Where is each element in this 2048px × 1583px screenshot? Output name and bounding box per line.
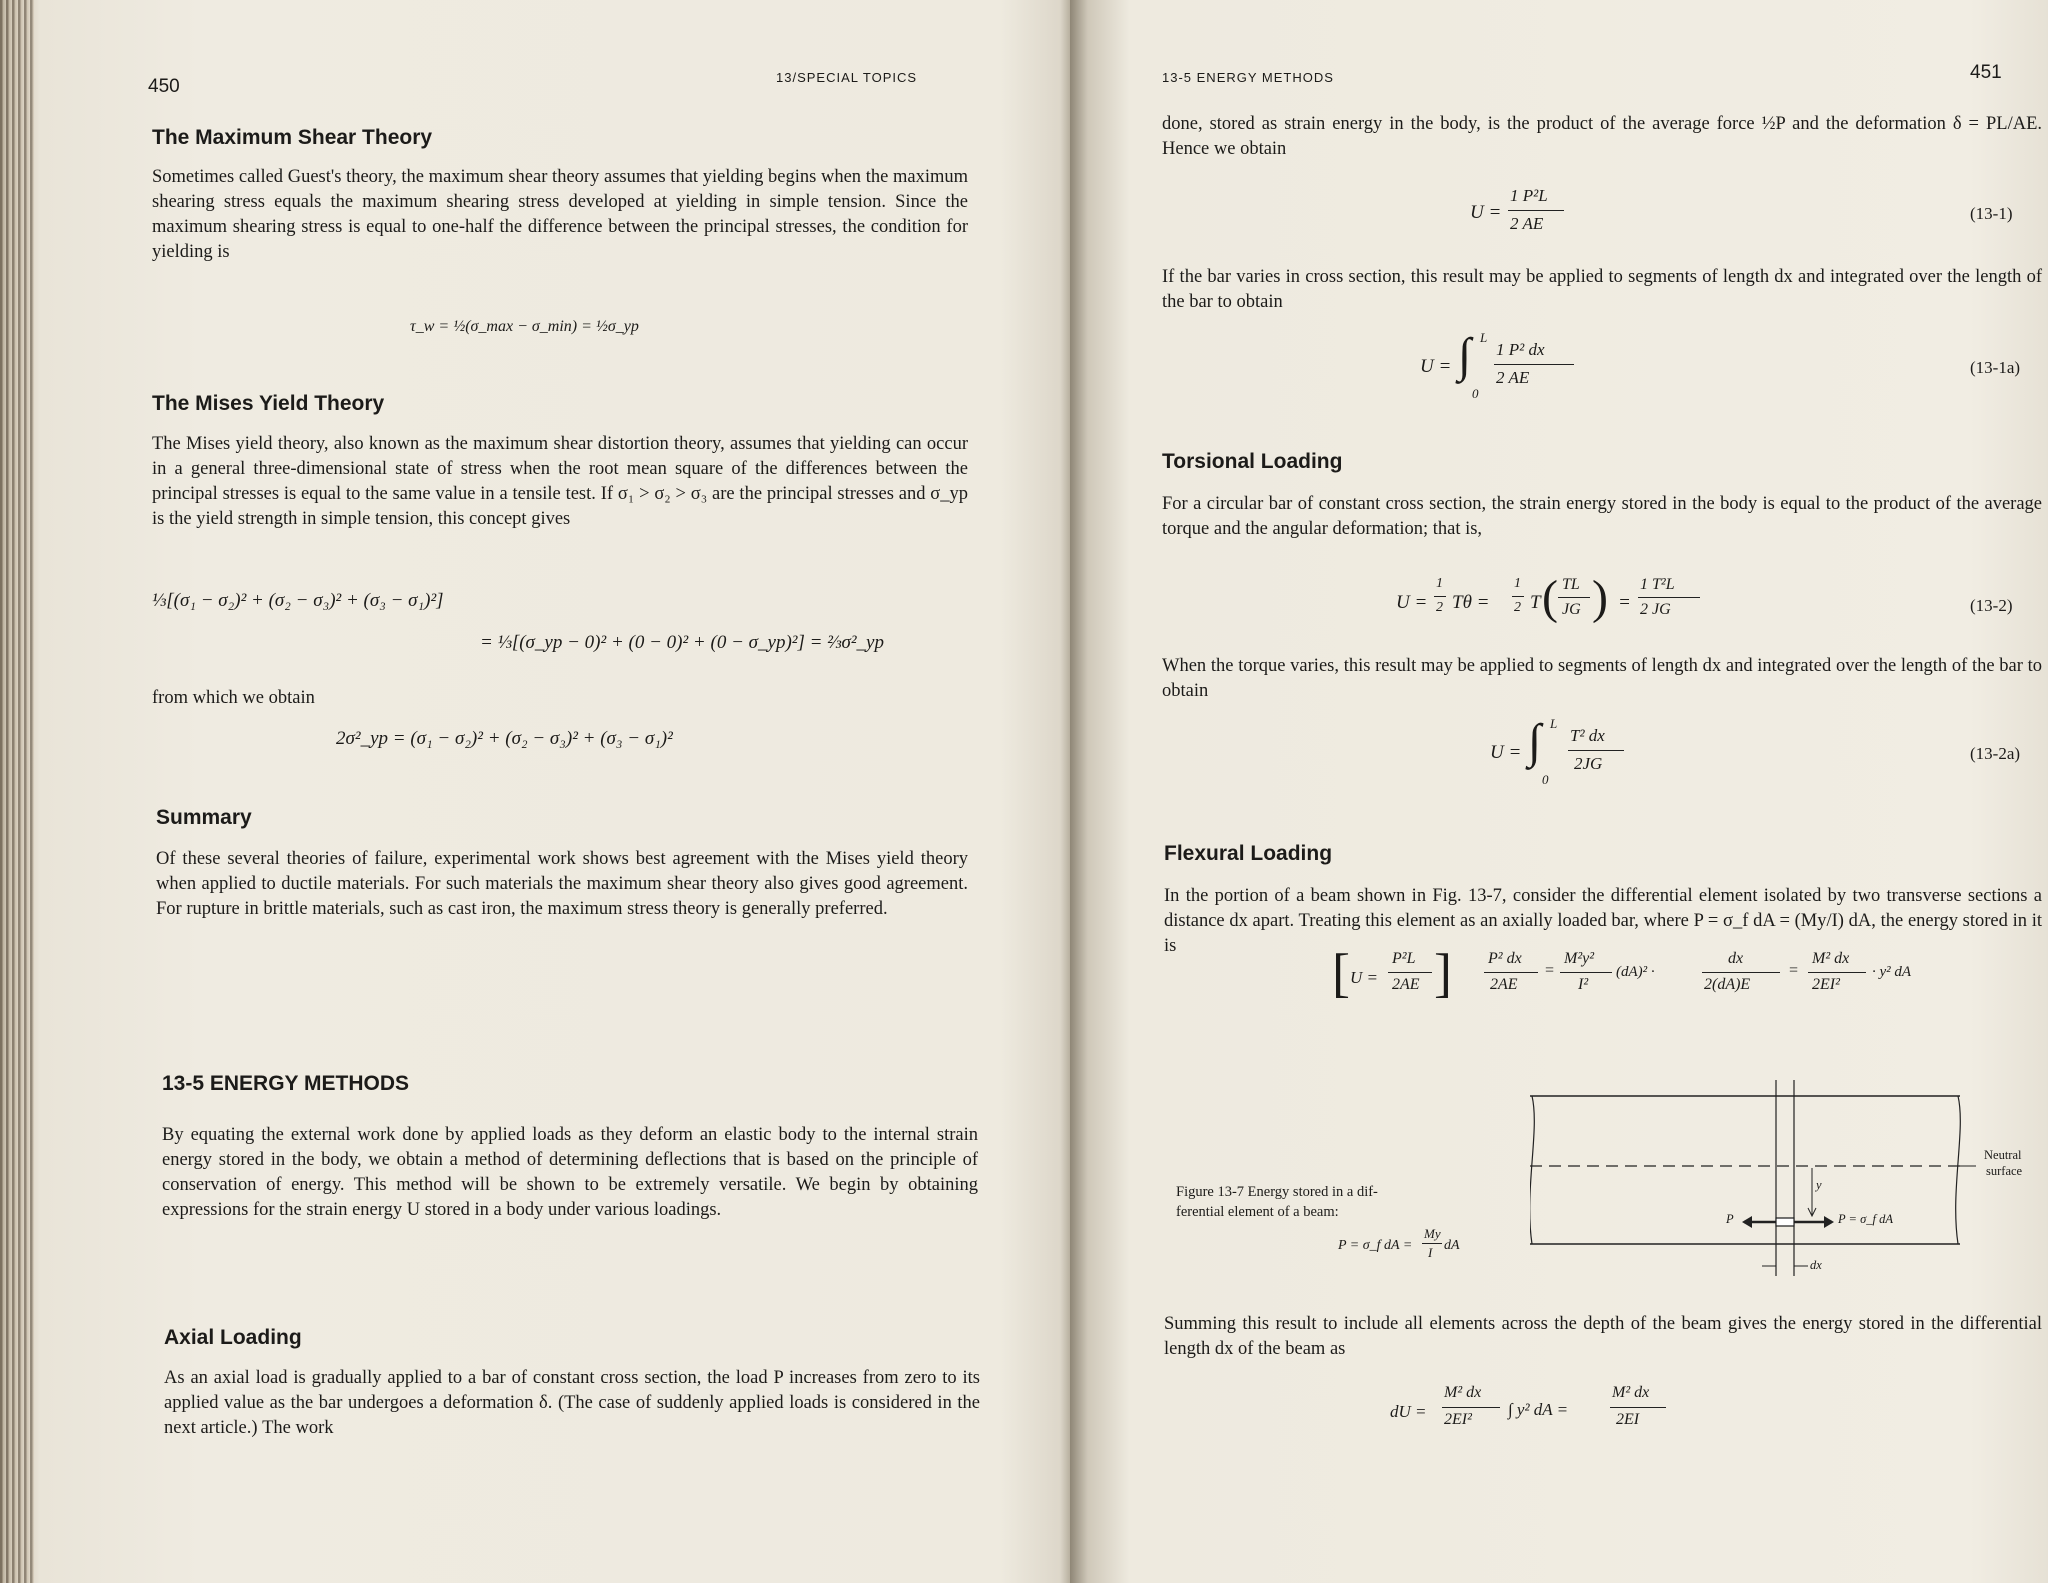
eq-13-2-lhs: U =	[1396, 592, 1428, 613]
chain-2-bar	[1560, 972, 1612, 973]
chain-3-den: 2(dA)E	[1704, 976, 1751, 993]
paren-right: )	[1592, 571, 1608, 624]
eq-number-13-2: (13-2)	[1970, 596, 2013, 615]
text-from-which: from which we obtain	[152, 688, 315, 708]
equation-final	[1390, 1382, 1810, 1446]
label-force-P-right: P = σ_f dA	[1838, 1212, 1893, 1226]
final-eq-mid: ∫ y² dA =	[1508, 1400, 1569, 1419]
para-intro: done, stored as strain energy in the body, is the product of the average force ½P and the deformation δ = PL/AE. Hence we obtain	[1162, 114, 2042, 159]
label-neutral-2: surface	[1986, 1164, 2023, 1178]
eq-13-2-mid: Tθ =	[1452, 592, 1490, 613]
eq-number-13-2a: (13-2a)	[1970, 744, 2021, 763]
eq-13-1a-den: 2 AE	[1496, 368, 1530, 387]
eq-13-1-bar	[1508, 210, 1564, 211]
chain-eq-1: =	[1544, 962, 1555, 979]
equation-13-1	[1470, 184, 1670, 244]
label-y: y	[1816, 1178, 1822, 1192]
equation-mises-2: = ⅓[(σ_yp − 0)² + (0 − 0)² + (0 − σ_yp)²] = ⅔σ²_yp	[480, 632, 884, 653]
eq-13-2a-lower: 0	[1542, 772, 1549, 787]
chain-bracket-den: 2AE	[1392, 976, 1420, 993]
eq-13-2a-lhs: U =	[1490, 742, 1522, 763]
para-mises: The Mises yield theory, also known as the maximum shear distortion theory, assumes that yielding can occur in a general three-dimensional state of stress when the root mean square of the differences between the principal stresses is equal to the same value in a tensile test. If σ₁ > σ₂ > σ₃ are the principal stresses and σ_yp is the yield strength in simple tension, this concept gives	[152, 434, 968, 529]
heading-max-shear: The Maximum Shear Theory	[152, 126, 433, 149]
chain-1-den: 2AE	[1490, 976, 1518, 993]
beam-break-right	[1956, 1096, 1961, 1244]
chain-bracket-num: P²L	[1392, 950, 1416, 967]
running-head-left: 13/SPECIAL TOPICS	[776, 70, 918, 85]
page-edge-stack	[0, 0, 34, 1583]
label-neutral-1: Neutral	[1984, 1148, 2022, 1162]
eq-13-2-lden: 2 JG	[1640, 601, 1671, 618]
eq-13-2-h2den: 2	[1514, 600, 1521, 615]
equation-max-shear: τ_w = ½(σ_max − σ_min) = ½σ_yp	[410, 318, 639, 335]
eq-13-2-h1den: 2	[1436, 600, 1443, 615]
integral-sign: ∫	[1458, 329, 1472, 382]
equation-13-2	[1396, 572, 1816, 636]
eq-13-2-h1bar	[1434, 596, 1446, 597]
para-energy-methods: By equating the external work done by applied loads as they deform an elastic body to the internal strain energy stored in the body, we obtain a method of determining deflections that is based on the principle of conservation of energy. This method will be shown to be extremely versatile. We begin by obtaining expressions for the strain energy U stored in a body under various loadings.	[162, 1125, 978, 1220]
figure-caption-2: ferential element of a beam:	[1176, 1204, 1339, 1220]
eq-13-1-den: 2 AE	[1510, 214, 1544, 233]
para-flexural: In the portion of a beam shown in Fig. 13-7, consider the differential element isolated by two transverse sections a distance dx apart. Treating this element as an axially loaded bar, where P = σ_f dA = (My/I) dA, the energy stored in it is	[1164, 886, 2042, 956]
final-eq-lhs: dU =	[1390, 1402, 1427, 1421]
caption-eq-tail: dA	[1444, 1238, 1460, 1253]
caption-eq-lhs: P = σ_f dA =	[1338, 1238, 1413, 1253]
eq-13-2a-upper: L	[1550, 716, 1558, 731]
chain-4-bar	[1808, 972, 1866, 973]
final-eq-f1-den: 2EI²	[1444, 1411, 1472, 1428]
chain-3-bar	[1702, 972, 1780, 973]
para-torsional: For a circular bar of constant cross section, the strain energy stored in the body is equal to the product of the average torque and the angular deformation; that is,	[1162, 494, 2042, 539]
equation-13-2a	[1490, 715, 1750, 794]
final-eq-f2-den: 2EI	[1616, 1411, 1640, 1428]
eq-13-2-T: T	[1530, 592, 1541, 613]
eq-13-2-h2num: 1	[1514, 576, 1521, 591]
eq-13-2-h2bar	[1512, 596, 1524, 597]
final-eq-f2-num: M² dx	[1612, 1384, 1650, 1401]
label-force-P: P	[1726, 1212, 1734, 1226]
eq-13-2-eq: =	[1618, 592, 1631, 613]
eq-13-2-h1num: 1	[1436, 576, 1443, 591]
final-eq-f1-num: M² dx	[1444, 1384, 1482, 1401]
chain-4-num: M² dx	[1812, 950, 1850, 967]
heading-summary: Summary	[156, 806, 252, 829]
heading-flexural: Flexural Loading	[1164, 842, 1333, 865]
caption-eq-den: I	[1428, 1245, 1433, 1260]
page-number-right: 451	[1970, 62, 2002, 83]
chain-2-den: I²	[1578, 976, 1589, 993]
eq-13-2-inum: TL	[1562, 576, 1580, 593]
eq-13-2-lnum: 1 T²L	[1640, 576, 1675, 593]
caption-eq-num: My	[1424, 1226, 1441, 1241]
chain-2-num: M²y²	[1564, 950, 1595, 967]
eq-13-1-lhs: U =	[1470, 202, 1502, 223]
eq-13-1a-bar	[1494, 364, 1574, 365]
final-eq-f1-bar	[1442, 1407, 1500, 1408]
para-axial-loading: As an axial load is gradually applied to a bar of constant cross section, the load P increases from zero to its applied value as the bar undergoes a deformation δ. (The case of suddenly applied loads is considered in the next article.) The work	[164, 1368, 980, 1438]
force-left-arrowhead	[1742, 1216, 1752, 1228]
running-head-right: 13-5 ENERGY METHODS	[1162, 70, 1334, 85]
heading-energy-methods: 13-5 ENERGY METHODS	[162, 1072, 410, 1095]
eq-number-13-1a: (13-1a)	[1970, 358, 2021, 377]
force-right-arrowhead	[1824, 1216, 1834, 1228]
chain-2-tail: (dA)² ·	[1616, 964, 1655, 980]
differential-element	[1776, 1218, 1794, 1226]
figure-beam-element	[1530, 1080, 2000, 1290]
chain-eq-2: =	[1788, 962, 1799, 979]
para-max-shear: Sometimes called Guest's theory, the maximum shear theory assumes that yielding begins when the maximum shearing stress equals the maximum shearing stress developed at yielding in simple tension. Since the maximum shearing stress is equal to one-half the difference between the principal stresses, the condition for yielding is	[152, 167, 968, 262]
page-number-left: 450	[148, 76, 180, 97]
eq-13-1-num: 1 P²L	[1510, 186, 1548, 205]
eq-number-13-1: (13-1)	[1970, 204, 2013, 223]
bracket-right: ]	[1434, 943, 1452, 1003]
heading-torsional: Torsional Loading	[1162, 450, 1343, 473]
equation-mises-3: 2σ²_yp = (σ₁ − σ₂)² + (σ₂ − σ₃)² + (σ₃ − σ₁)²	[336, 728, 673, 749]
eq-13-2a-bar	[1568, 750, 1624, 751]
chain-3-num: dx	[1728, 950, 1744, 967]
para-summing: Summing this result to include all elements across the depth of the beam gives the energy stored in the differential length dx of the beam as	[1164, 1314, 2042, 1359]
figure-caption-equation	[1338, 1224, 1478, 1274]
beam-break-left	[1530, 1096, 1534, 1244]
equation-mises-1: ⅓[(σ₁ − σ₂)² + (σ₂ − σ₃)² + (σ₃ − σ₁)²]	[152, 590, 444, 611]
bracket-left: [	[1332, 943, 1350, 1003]
heading-mises: The Mises Yield Theory	[152, 392, 385, 415]
chain-4-den: 2EI²	[1812, 976, 1840, 993]
integral-sign-2: ∫	[1528, 715, 1542, 768]
caption-eq-bar	[1422, 1243, 1442, 1244]
eq-13-1a-num: 1 P² dx	[1496, 340, 1545, 359]
chain-bracket-lhs: U =	[1350, 968, 1378, 987]
eq-13-2-iden: JG	[1562, 601, 1581, 618]
para-summary: Of these several theories of failure, experimental work shows best agreement with the Mises yield theory when applied to ductile materials. For such materials the maximum shear theory also gives good agreement. For rupture in brittle materials, such as cast iron, the maximum stress theory is generally preferred.	[156, 849, 968, 919]
eq-13-2a-den: 2JG	[1574, 754, 1603, 773]
heading-axial-loading: Axial Loading	[164, 1326, 302, 1349]
eq-13-2-lbar	[1638, 597, 1700, 598]
figure-caption-1: Figure 13-7 Energy stored in a dif-	[1176, 1184, 1378, 1200]
final-eq-f2-bar	[1610, 1407, 1666, 1408]
eq-13-1a-lhs: U =	[1420, 356, 1452, 377]
eq-13-1a-lower: 0	[1472, 386, 1479, 401]
chain-bracket-bar	[1388, 972, 1432, 973]
chain-1-num: P² dx	[1488, 950, 1522, 967]
chain-1-bar	[1484, 972, 1538, 973]
label-dx: dx	[1810, 1258, 1822, 1272]
eq-13-2-ibar	[1558, 597, 1590, 598]
right-page	[1070, 0, 2048, 1583]
paren-left: (	[1542, 571, 1558, 624]
eq-13-2a-num: T² dx	[1570, 726, 1605, 745]
chain-4-tail: · y² dA	[1872, 964, 1912, 980]
para-torsional-2: When the torque varies, this result may be applied to segments of length dx and integrated over the length of the bar to obtain	[1162, 656, 2042, 701]
equation-13-1a	[1420, 330, 1720, 410]
equation-flexural-chain	[1332, 943, 2032, 1012]
para-varies: If the bar varies in cross section, this result may be applied to segments of length dx and integrated over the length of the bar to obtain	[1162, 267, 2042, 312]
eq-13-1a-upper: L	[1480, 330, 1488, 345]
